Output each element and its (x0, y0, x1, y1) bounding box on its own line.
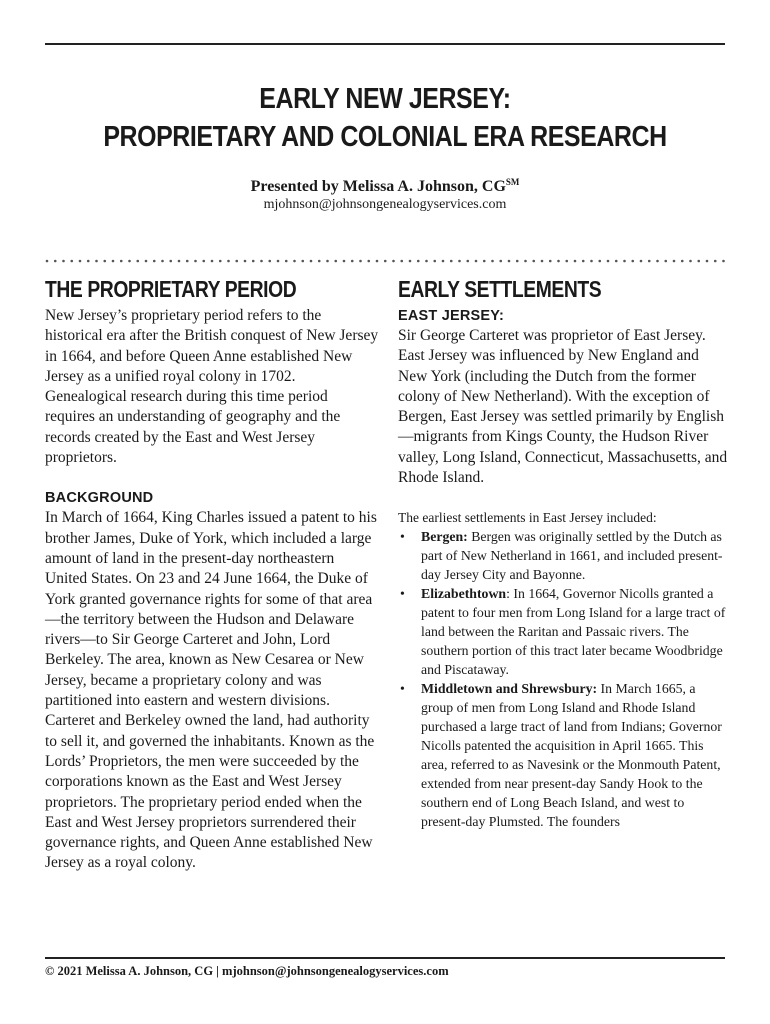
bullet-icon: • (400, 681, 405, 697)
list-item (398, 679, 728, 831)
proprietary-period-paragraph: New Jersey’s proprietary period refers to the historical era after the British conquest of New Jersey in 1664, and before Queen Anne established New Jersey as a unified royal colony in 1702. Genealogical research during this time period requires an understanding of geography and the records created by the East and West Jersey proprietors. (45, 307, 379, 467)
subheading-background: BACKGROUND (45, 490, 154, 507)
right-column (398, 274, 728, 831)
title-line-1: EARLY NEW JERSEY: (259, 83, 511, 115)
top-rule (45, 43, 725, 45)
presenter-name: Presented by Melissa A. Johnson, CG (250, 178, 506, 195)
list-item (398, 527, 728, 584)
left-column (45, 274, 380, 874)
settlement-name: Elizabethtown (421, 586, 507, 602)
settlement-text: In March 1665, a group of men from Long Island and Rhode Island purchased a large tract of land from Indians; Governor Nicolls patented the acquisition in April 1665. This area, referred to as Navesink or the Monmouth Patent, extended from near present-day Sandy Hook to the southern end of Long Beach Island, and west to present-day Plumsted. The founders (421, 681, 722, 830)
presenter-email: mjohnson@johnsongenealogyservices.com (263, 197, 507, 212)
subheading-east-jersey: EAST JERSEY: (398, 308, 505, 324)
settlement-name: Bergen: (421, 529, 468, 545)
bullet-icon: • (400, 529, 405, 545)
settlement-text: : In 1664, Governor Nicolls granted a patent to four men from Long Island for a large tract of land between the Raritan and Passaic rivers. The southern portion of this tract later became Woodbridge and Piscataway. (421, 586, 726, 678)
east-jersey-paragraph: Sir George Carteret was proprietor of East Jersey. East Jersey was influenced by New England and New York (including the Dutch from the former colony of New Netherland). With the exception of Bergen, East Jersey was settled primarily by English—migrants from Kings County, the Hudson River valley, Long Island, Connecticut, Massachusetts, and Rhode Island. (398, 327, 728, 487)
page-title (54, 80, 716, 156)
settlements-list-intro: The earliest settlements in East Jersey included: (398, 510, 657, 526)
section-heading-proprietary-period: THE PROPRIETARY PERIOD (45, 276, 297, 302)
settlement-text: Bergen was originally settled by the Dutch as part of New Netherland in 1661, and included present-day Jersey City and Bayonne. (421, 529, 723, 583)
presenter-line (0, 177, 770, 196)
section-heading-early-settlements: EARLY SETTLEMENTS (398, 276, 602, 302)
settlement-name: Middletown and Shrewsbury: (421, 681, 598, 697)
title-line-2: PROPRIETARY AND COLONIAL ERA RESEARCH (103, 121, 667, 153)
settlements-list (398, 527, 728, 831)
list-item (398, 584, 728, 679)
dotted-divider (45, 259, 727, 263)
bottom-rule (45, 957, 725, 959)
footer-copyright: © 2021 Melissa A. Johnson, CG | mjohnson@johnsongenealogyservices.com (45, 964, 449, 978)
background-paragraph: In March of 1664, King Charles issued a patent to his brother James, Duke of York, which included a large amount of land in the present-day northeastern United States. On 23 and 24 June 1664, the Duke of York granted governance rights for some of that area—the territory between the Hudson and Delaware rivers—to Sir George Carteret and John, Lord Berkeley. The area, known as New Cesarea or New Jersey, became a proprietary colony and was partitioned into eastern and western divisions. Carteret and Berkeley owned the land, had authority to sell it, and governed the inhabitants. Known as the Lords’ Proprietors, the men were succeeded by the corporations known as the East and West Jersey proprietors. The proprietary period ended when the East and West Jersey proprietors surrendered their governance rights, and Queen Anne established New Jersey as a royal colony. (45, 509, 377, 872)
bullet-icon: • (400, 586, 405, 602)
service-mark: SM (505, 177, 520, 187)
